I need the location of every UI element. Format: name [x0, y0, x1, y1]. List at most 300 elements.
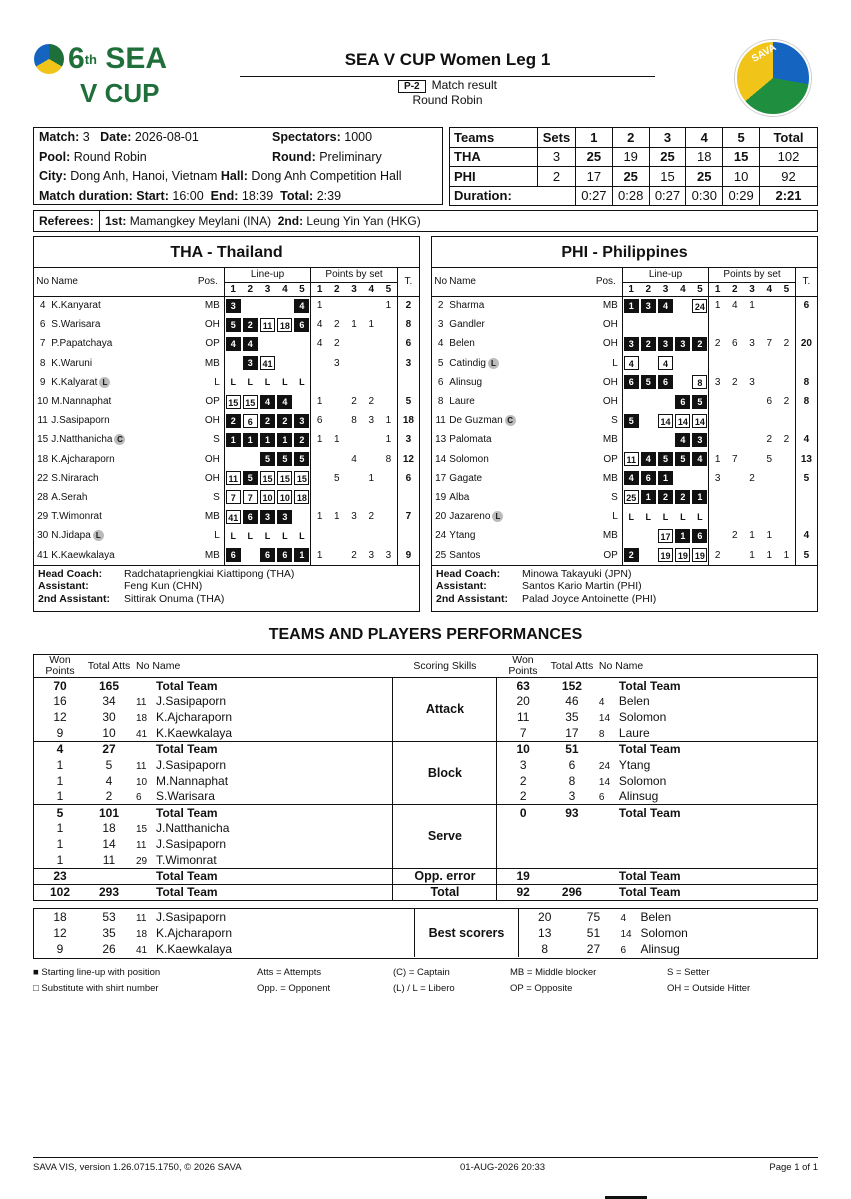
- lineup-cell: [622, 430, 639, 449]
- set-points: 1: [749, 530, 755, 542]
- set-points: 3: [385, 549, 392, 561]
- player-number: 8: [437, 396, 444, 408]
- set-points: [363, 373, 380, 392]
- player-total: 4: [795, 526, 817, 545]
- set-points: [743, 411, 760, 430]
- set-points: [778, 450, 795, 469]
- lineup-cell: [294, 411, 311, 430]
- set-points: 2: [368, 511, 375, 523]
- player-row: [34, 392, 419, 411]
- starting-position: 2: [658, 490, 673, 504]
- set-points: 7: [731, 453, 738, 465]
- starting-position: 6: [260, 548, 275, 562]
- player-name: J.Sasipaporn: [51, 415, 110, 427]
- set-points: [311, 450, 328, 469]
- player-total: 5: [795, 545, 817, 564]
- player-name: Alba: [449, 491, 470, 503]
- player-name: M.Nannaphat: [156, 773, 229, 788]
- starting-position: 3: [641, 299, 656, 313]
- lineup-cell: [640, 373, 657, 392]
- starting-position: 5: [641, 375, 656, 389]
- set-points: [345, 296, 362, 315]
- lineup-cell: [242, 430, 259, 449]
- set-points: [380, 507, 397, 526]
- starting-position: 4: [641, 452, 656, 466]
- lineup-cell: [224, 354, 241, 373]
- starting-position: 3: [260, 510, 275, 524]
- won-points: 20: [538, 909, 552, 924]
- player-name: Total Team: [618, 869, 681, 884]
- player-name: Gandler: [449, 319, 485, 331]
- lineup-cell: [657, 411, 674, 430]
- total-atts: 26: [102, 941, 116, 956]
- lineup-cell: [242, 488, 259, 507]
- performance-title: TEAMS AND PLAYERS PERFORMANCES: [268, 626, 583, 643]
- set-points: 3: [368, 415, 375, 427]
- lineup-cell: [259, 450, 276, 469]
- score-header-row: [450, 128, 818, 148]
- player-name: Alinsug: [618, 789, 659, 804]
- sets-won: 3: [538, 147, 576, 167]
- doc-subtitle: [240, 78, 655, 107]
- substitute-number: 15: [277, 471, 292, 485]
- set-points: [709, 411, 726, 430]
- roster-set-number: 5: [294, 282, 311, 296]
- libero-mark: L: [230, 377, 236, 388]
- player-row: [34, 488, 419, 507]
- roster-header-total: T.: [397, 268, 419, 296]
- lineup-cell: [224, 450, 241, 469]
- lineup-cell: [259, 373, 276, 392]
- player-cell: [595, 678, 817, 694]
- player-number: 4: [39, 300, 46, 312]
- player-row: [432, 430, 817, 449]
- start-label: Start:: [136, 188, 169, 203]
- lineup-cell: [657, 296, 674, 315]
- player-row: [34, 469, 419, 488]
- lineup-cell: [657, 545, 674, 564]
- set-points: 3: [368, 549, 375, 561]
- total-atts: 293: [98, 885, 120, 900]
- player-name-cell: [449, 488, 590, 507]
- duration-total: 2:21: [760, 186, 818, 206]
- substitute-number: 17: [658, 529, 673, 543]
- lineup-cell: [657, 373, 674, 392]
- won-points: 102: [49, 885, 71, 900]
- duration-row: [450, 186, 818, 206]
- player-name-cell: [51, 507, 192, 526]
- shirt-number: 6: [598, 792, 605, 804]
- set-duration: 0:27: [576, 186, 613, 206]
- set-score: 18: [686, 147, 723, 167]
- player-name: K.Kaewkalaya: [156, 725, 233, 740]
- substitute-number: 25: [624, 490, 639, 504]
- starting-position: 6: [658, 375, 673, 389]
- player-position: S: [213, 434, 220, 446]
- starting-position: 1: [624, 299, 639, 313]
- player-cell: [595, 789, 817, 805]
- roster-set-number: 1: [622, 282, 639, 296]
- set-points: [380, 354, 397, 373]
- player-number: 20: [435, 511, 447, 523]
- set-points: [778, 526, 795, 545]
- set-points: 2: [766, 434, 773, 446]
- set-points: 2: [731, 530, 738, 542]
- sea-vcup-logo: [34, 42, 184, 118]
- set-points: [778, 488, 795, 507]
- lineup-cell: [657, 469, 674, 488]
- lineup-cell: [692, 296, 709, 315]
- won-points: 92: [516, 885, 530, 900]
- match-number: 3: [82, 130, 90, 144]
- lineup-cell: [259, 392, 276, 411]
- player-number: 18: [37, 453, 49, 465]
- player-name: S.Warisara: [156, 789, 215, 804]
- player-row: [34, 507, 419, 526]
- shirt-number: 4: [620, 912, 627, 924]
- libero-badge: L: [93, 530, 104, 541]
- lineup-cell: [622, 488, 639, 507]
- set-points: 2: [731, 376, 738, 388]
- player-name: Laure: [618, 725, 650, 740]
- player-total: 3: [397, 430, 419, 449]
- lineup-cell: [259, 469, 276, 488]
- legend-atts: Atts = Attempts: [257, 967, 322, 978]
- player-name: Laure: [449, 396, 475, 408]
- coach-row: [436, 568, 813, 581]
- footer-version: SAVA VIS, version 1.26.0715.1750, © 2026 SAVA: [33, 1162, 242, 1173]
- player-cell: [595, 805, 817, 821]
- player-cell: [132, 678, 393, 694]
- total-atts: 4: [105, 773, 113, 788]
- scoring-skill: Opp. error: [393, 868, 497, 884]
- phase: Round Robin: [412, 93, 483, 107]
- set-score: 25: [649, 147, 686, 167]
- total-atts: 53: [102, 909, 116, 924]
- score-header: Total: [760, 128, 818, 148]
- lineup-cell: [692, 507, 709, 526]
- player-row: [34, 354, 419, 373]
- roster-set-number: 5: [380, 282, 397, 296]
- player-total: 6: [397, 469, 419, 488]
- team-roster-phi: [431, 236, 818, 612]
- player-total: 8: [397, 315, 419, 334]
- player-cell: [132, 789, 393, 805]
- set-points: 2: [333, 338, 340, 350]
- shirt-number: 8: [598, 728, 605, 740]
- lineup-cell: [294, 545, 311, 564]
- lineup-cell: [657, 334, 674, 353]
- lineup-cell: [294, 488, 311, 507]
- player-name: M.Nannaphat: [51, 396, 112, 408]
- set-points: [761, 507, 778, 526]
- coaches: [432, 565, 817, 608]
- lineup-cell: [692, 354, 709, 373]
- lineup-cell: [622, 450, 639, 469]
- set-points: [709, 354, 726, 373]
- player-number: 29: [37, 511, 49, 523]
- player-name-cell: [51, 334, 192, 353]
- player-name-cell: [449, 469, 590, 488]
- player-name: Total Team: [156, 805, 218, 820]
- player-position: L: [612, 511, 618, 523]
- set-points: 3: [333, 357, 340, 369]
- lineup-cell: [224, 526, 241, 545]
- set-points: 4: [311, 334, 328, 353]
- duration-row-label: Duration:: [450, 186, 576, 206]
- total-row: [34, 884, 817, 900]
- set-points: 3: [709, 373, 726, 392]
- coach-role: Assistant:: [436, 580, 487, 593]
- roster-set-number: 4: [674, 282, 691, 296]
- coach-name: Palad Joyce Antoinette (PHI): [522, 592, 657, 605]
- player-name-cell: [51, 411, 192, 430]
- player-cell: [595, 868, 817, 884]
- lineup-cell: [674, 545, 691, 564]
- won-points: 3: [519, 757, 527, 772]
- set-points: [778, 296, 795, 315]
- player-position: OP: [205, 396, 220, 408]
- player-total: 4: [795, 430, 817, 449]
- lineup-cell: [640, 545, 657, 564]
- player-cell: [595, 836, 817, 852]
- shirt-number: 6: [136, 792, 142, 804]
- lineup-cell: [622, 392, 639, 411]
- won-points: 23: [53, 869, 67, 884]
- header-atts: Total Atts: [549, 655, 595, 678]
- shirt-number: 24: [598, 760, 611, 772]
- roster-set-number: 4: [761, 282, 778, 296]
- team-total-row: [34, 805, 817, 821]
- player-name-cell: [449, 411, 590, 430]
- set-points: 1: [333, 511, 340, 523]
- player-name: K.Kanyarat: [51, 300, 101, 312]
- spectators: 1000: [344, 130, 373, 144]
- set-points: 6: [766, 396, 773, 408]
- legend-mb: MB = Middle blocker: [510, 967, 597, 978]
- starting-position: 2: [260, 414, 275, 428]
- lineup-cell: [640, 507, 657, 526]
- total-atts: 34: [102, 694, 116, 709]
- set-points: 4: [351, 453, 357, 465]
- substitute-number: 7: [226, 490, 241, 504]
- substitute-number: 10: [277, 490, 292, 504]
- lineup-cell: [294, 296, 311, 315]
- lineup-cell: [640, 334, 657, 353]
- best-scorers-table: [33, 908, 818, 959]
- coaches: [34, 565, 419, 608]
- lineup-cell: [640, 315, 657, 334]
- shirt-number: 29: [136, 855, 148, 867]
- player-total: 3: [397, 354, 419, 373]
- lineup-cell: [276, 526, 293, 545]
- substitute-number: 6: [243, 414, 258, 428]
- lineup-cell: [242, 545, 259, 564]
- player-number: 4: [437, 338, 444, 350]
- player-name-cell: [51, 526, 192, 545]
- set-score: 25: [576, 147, 613, 167]
- coach-role: Head Coach:: [436, 567, 501, 580]
- score-header: 1: [576, 128, 613, 148]
- player-cell: [595, 884, 817, 900]
- player-row: [432, 354, 817, 373]
- lineup-cell: [242, 450, 259, 469]
- player-name: Sharma: [449, 300, 485, 312]
- player-name: J.Natthanicha: [156, 821, 230, 836]
- shirt-number: 11: [136, 697, 147, 709]
- starting-position: 1: [675, 529, 690, 543]
- player-total: 8: [795, 373, 817, 392]
- won-points: 10: [516, 742, 530, 757]
- set-points: 1: [368, 319, 375, 331]
- set-points: [761, 354, 778, 373]
- player-cell: [595, 725, 817, 741]
- set-points: [778, 373, 795, 392]
- lineup-cell: [622, 469, 639, 488]
- coach-row: [436, 593, 813, 606]
- roster-header-total: T.: [795, 268, 817, 296]
- lineup-cell: [657, 526, 674, 545]
- coach-name: Minowa Takayuki (JPN): [522, 567, 632, 580]
- roster-header-lineup: Line-up: [224, 268, 310, 282]
- lineup-cell: [294, 392, 311, 411]
- total-time: 2:39: [316, 188, 342, 203]
- shirt-number: 4: [598, 697, 605, 709]
- total-atts: 11: [102, 852, 116, 867]
- coach-role: Head Coach:: [38, 567, 103, 580]
- lineup-cell: [259, 526, 276, 545]
- set-points: [345, 469, 362, 488]
- set-duration: 0:30: [686, 186, 723, 206]
- player-position: L: [214, 376, 220, 388]
- lineup-cell: [692, 450, 709, 469]
- player-number: 10: [37, 396, 49, 408]
- set-points: 1: [311, 296, 328, 315]
- set-points: 2: [351, 396, 357, 408]
- player-name: P.Papatchaya: [51, 338, 113, 350]
- player-name: Ytang: [618, 757, 651, 772]
- set-points: [709, 526, 726, 545]
- player-name: S.Nirarach: [51, 472, 99, 484]
- player-name-cell: [449, 545, 590, 564]
- set-points: [345, 354, 362, 373]
- score-header: Teams: [450, 128, 538, 148]
- set-points: 2: [749, 472, 755, 484]
- player-row: [34, 545, 419, 564]
- hall: Dong Anh Competition Hall: [251, 169, 402, 183]
- set-points: [726, 430, 743, 449]
- lineup-cell: [242, 411, 259, 430]
- shirt-number: 18: [136, 713, 148, 725]
- shirt-number: 6: [620, 944, 627, 956]
- player-total: [795, 315, 817, 334]
- set-points: 8: [351, 415, 357, 427]
- starting-position: 1: [277, 433, 292, 447]
- starting-position: 5: [624, 414, 639, 428]
- player-name: Total Team: [156, 885, 218, 900]
- player-position: OP: [603, 549, 618, 561]
- won-points: 1: [56, 821, 64, 836]
- player-name: Total Team: [156, 869, 218, 884]
- set-points: [328, 373, 345, 392]
- shirt-number: 11: [136, 760, 147, 772]
- set-points: [328, 526, 345, 545]
- lineup-cell: [674, 526, 691, 545]
- total-atts: 165: [98, 678, 120, 693]
- legend-captain: (C) = Captain: [393, 967, 450, 978]
- set-points: [709, 392, 726, 411]
- player-total: 7: [397, 507, 419, 526]
- player-row: [34, 334, 419, 353]
- lineup-cell: [242, 373, 259, 392]
- lineup-cell: [674, 315, 691, 334]
- set-points: 1: [385, 415, 392, 427]
- player-name: De Guzman: [449, 415, 503, 427]
- player-number: 6: [39, 319, 46, 331]
- logo-text: SEA: [105, 42, 167, 75]
- starting-position: 4: [294, 299, 309, 313]
- substitute-number: 15: [294, 471, 309, 485]
- starting-position: 5: [260, 452, 275, 466]
- set-points: [328, 296, 345, 315]
- second-ref-label: 2nd:: [277, 214, 304, 228]
- team-code: THA: [450, 147, 538, 167]
- player-position: MB: [602, 472, 618, 484]
- total-atts: 46: [565, 694, 579, 709]
- header-no-name: No Name: [132, 655, 393, 678]
- shirt-number: 15: [136, 824, 148, 836]
- player-cell: [595, 852, 817, 868]
- lineup-cell: [657, 507, 674, 526]
- total-atts: 14: [102, 837, 116, 852]
- player-name: Solomon: [449, 453, 489, 465]
- player-cell: [132, 868, 393, 884]
- starting-position: 2: [692, 337, 707, 351]
- set-points: [778, 507, 795, 526]
- player-position: OH: [602, 319, 618, 331]
- set-points: [345, 334, 362, 353]
- coach-name: Feng Kun (CHN): [124, 580, 203, 593]
- coach-name: Santos Kario Martin (PHI): [522, 580, 642, 593]
- roster-header-points: Points by set: [709, 268, 795, 282]
- substitute-number: 15: [243, 395, 258, 409]
- lineup-cell: [640, 296, 657, 315]
- lineup-cell: [276, 430, 293, 449]
- player-row: [34, 526, 419, 545]
- set-points: 1: [311, 507, 328, 526]
- player-cell: [132, 725, 393, 741]
- set-points: [761, 411, 778, 430]
- score-header: Sets: [538, 128, 576, 148]
- set-points: [328, 392, 345, 411]
- lineup-cell: [294, 507, 311, 526]
- player-position: MB: [602, 530, 618, 542]
- roster-header-name: Name: [449, 268, 590, 296]
- lineup-cell: [259, 354, 276, 373]
- starting-position: 6: [277, 548, 292, 562]
- starting-position: 6: [226, 548, 241, 562]
- set-points: [709, 430, 726, 449]
- roster-set-number: 2: [640, 282, 657, 296]
- starting-position: 2: [243, 318, 258, 332]
- player-name-cell: [449, 373, 590, 392]
- player-position: OP: [603, 453, 618, 465]
- team-total-row: [34, 741, 817, 757]
- player-position: OH: [204, 472, 220, 484]
- pool: Round Robin: [73, 149, 147, 164]
- roster-header-no: No: [432, 268, 449, 296]
- player-name: J.Sasipaporn: [156, 837, 227, 852]
